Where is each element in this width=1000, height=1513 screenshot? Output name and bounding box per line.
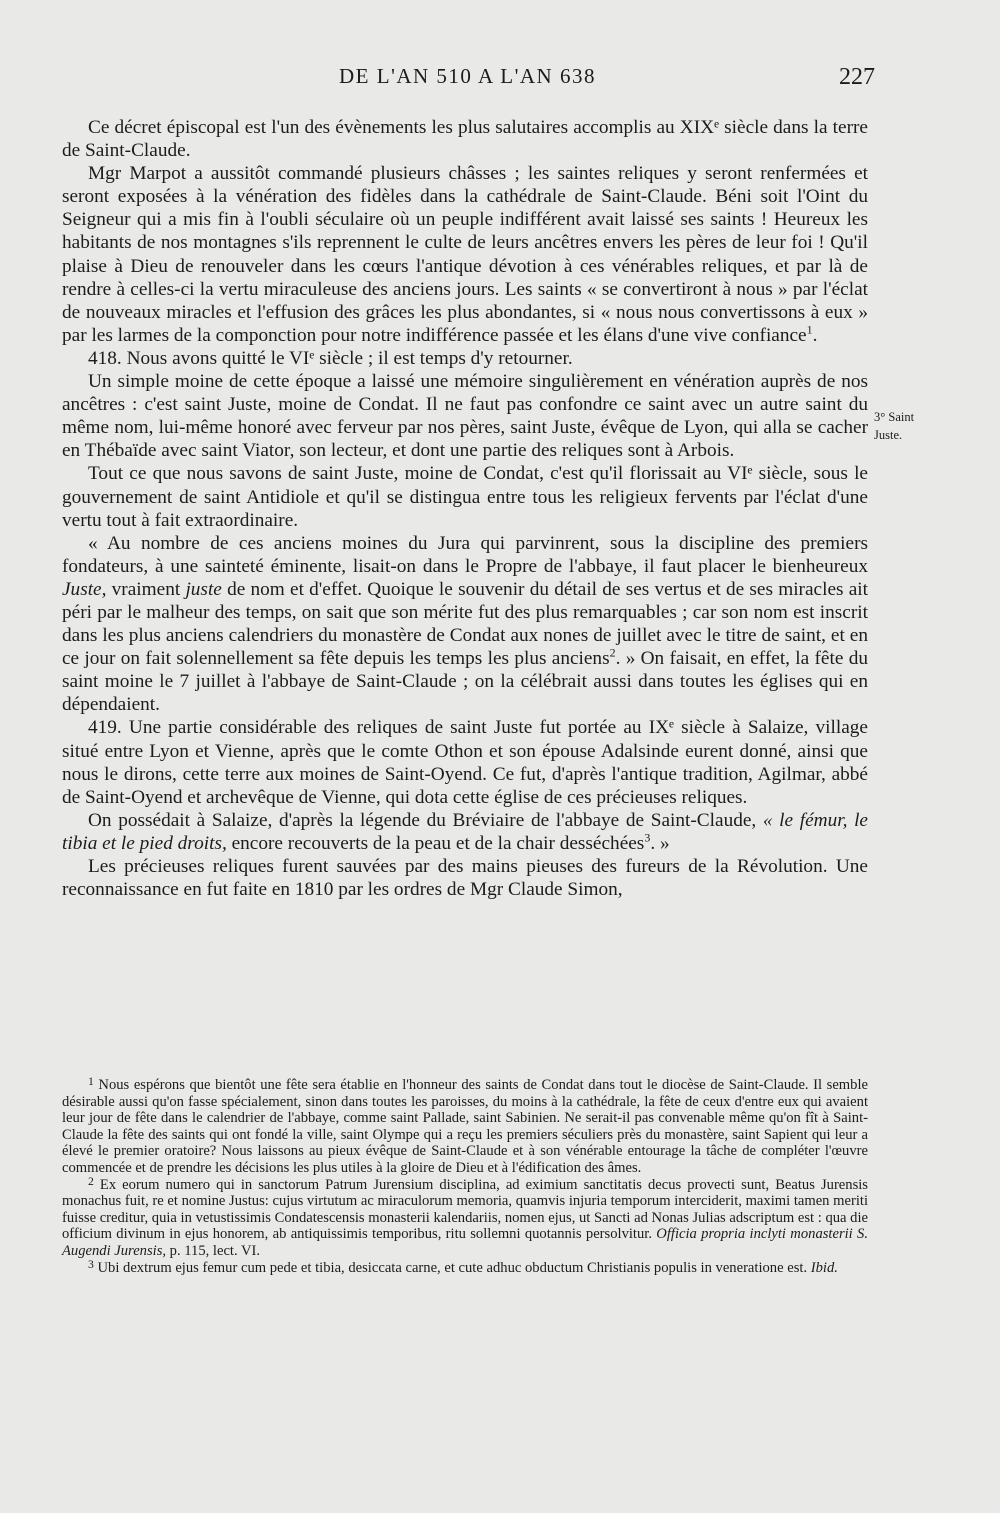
italic-text: Juste, [62,578,107,600]
footnote-text: Ex eorum numero qui in sanctorum Patrum Jurensium disciplina, ad eximium sanctitatis decus provecti sunt, Beatus Jurensis monachus fuit, re et nomine Justus: cujus virtutum ac miraculorum memoria, quamvis injuria temporum interciderit, maximi tamen meriti fuisse creditur, quia in vetustissimis Condatescensis monasterii kalendariis, nomen ejus, ut Sancti ad Nonas Julias adscriptum est : qua die officium divinum in ejus honorem, ab antiquissimis temporibus, ritu sollemni quotannis persolvitur. [62,1176,868,1243]
footnote-text: p. 115, lect. VI. [166,1242,261,1259]
running-title: DE L'AN 510 A L'AN 638 [339,64,596,88]
footnote-text: Ubi dextrum ejus femur cum pede et tibia, desiccata carne, et cute adhuc obductum Christianis populis in veneratione est. [93,1259,811,1276]
footnote-ref: 2 [609,645,616,660]
paragraph-text: Tout ce que nous savons de saint Juste, moine de Condat, c'est qu'il florissait au VIᵉ siècle, sous le gouvernement de saint Antidiole et qu'il se distingua entre tous les religieux fervents par l'éclat d'une vertu tout à fait extraordinaire. [62,463,868,531]
paragraph [62,162,868,347]
paragraph-text: On possédait à Salaize, d'après la légende du Bréviaire de l'abbaye de Saint-Claude, [88,809,763,831]
italic-text: juste [185,578,222,600]
footnote-citation: Officia propria inclyti monasterii S. Augendi Jurensis, [62,1226,868,1259]
paragraph [62,116,868,162]
paragraph-text: vraiment [106,578,186,600]
footnote-number: 3 [88,1257,94,1271]
paragraph-text: Les précieuses reliques furent sauvées par des mains pieuses des fureurs de la Révolution. Une reconnaissance en fut faite en 1810 par les ordres de Mgr Claude Simon, [62,856,868,901]
margin-note [874,408,954,444]
running-head [60,64,875,98]
paragraph [62,809,868,855]
footnote-number: 1 [88,1074,94,1088]
page-number: 227 [839,64,875,90]
footnote-number: 2 [88,1174,94,1188]
footnotes [62,1074,868,1276]
paragraph-text: « Au nombre de ces anciens moines du Jura qui parvinrent, sous la discipline des premiers fondateurs, à une sainteté éminente, lisait-on dans le Propre de l'abbaye, il faut placer le bienheureux [62,532,868,577]
footnote-citation: Ibid. [810,1259,838,1276]
margin-note-line: Juste. [874,428,903,442]
paragraph-text: . [812,324,818,346]
paragraph-text: encore recouverts de la peau et de la chair desséchées [226,832,645,854]
paragraph-text: 419. Une partie considérable des reliques de saint Juste fut portée au IXᵉ siècle à Salaize, village situé entre Lyon et Vienne, après que le comte Othon et son épouse Adalsinde eurent donné, ainsi que nous le dirons, cette terre aux moines de Saint-Oyend. Ce fut, d'après l'antique tradition, Agilmar, abbé de Saint-Oyend et archevêque de Vienne, qui dota cette église de ces précieuses reliques. [62,717,868,808]
paragraph-text: Un simple moine de cette époque a laissé une mémoire singulièrement en vénération auprès de nos ancêtres : c'est saint Juste, moine de Condat. Il ne faut pas confondre ce saint avec un autre saint du même nom, lui-même honoré avec ferveur par nos pères, saint Juste, évêque de Lyon, qui alla se cacher en Thébaïde avec saint Viator, son lecteur, et dont une partie des reliques sont à Arbois. [62,371,868,462]
paragraph-text: Mgr Marpot a aussitôt commandé plusieurs châsses ; les saintes reliques y seront renfermées et seront exposées à la vénération des fidèles dans la cathédrale de Saint-Claude. Béni soit l'Oint du Seigneur qui a mis fin à l'oubli séculaire où un peuple indifférent avait laissé ses saints ! Heureux les habitants de nos montagnes s'ils reprennent le culte de leurs ancêtres envers les pères de leur foi ! Qu'il plaise à Dieu de renouveler dans les cœurs l'antique dévotion à ces vénérables reliques, et par là de rendre à celles-ci la vertu miraculeuse des anciens jours. Les saints « se convertiront à nous » par l'éclat de nouveaux miracles et l'effusion des grâces les plus abondantes, si « nous nous convertissons à eux » par les larmes de la componction pour notre indifférence passée et les élans d'une vive confiance [62,163,868,346]
paragraph-text: . » [650,832,670,854]
footnote-3 [62,1257,868,1277]
paragraph-section-418 [62,347,868,370]
main-text [62,116,868,901]
paragraph [62,532,868,717]
footnote-1 [62,1074,868,1177]
margin-note-line: 3° Saint [874,410,915,424]
paragraph [62,370,868,462]
footnote-2 [62,1174,868,1260]
italic-text: « le fémur, le tibia et le pied droits, [62,809,868,854]
paragraph [62,462,868,531]
footnote-ref: 1 [806,322,813,337]
paragraph-section-419 [62,716,868,808]
paragraph-text: Ce décret épiscopal est l'un des évènements les plus salutaires accomplis au XIXᵉ siècle dans la terre de Saint-Claude. [62,117,868,162]
paragraph-text: . » On faisait, en effet, la fête du saint moine le 7 juillet à l'abbaye de Saint-Claude ; on la célébrait aussi dans toutes les églises qui en dépendaient. [62,648,868,716]
footnote-ref: 3 [644,830,651,845]
paragraph [62,855,868,901]
paragraph-text: de nom et d'effet. Quoique le souvenir du détail de ses vertus et de ses miracles ait péri par le malheur des temps, on sait que son mérite fut des plus remarquables ; car son nom est inscrit dans les plus anciens calendriers du monastère de Condat aux nones de juillet avec le titre de saint, et en ce jour on fait solennellement sa fête depuis les temps les plus anciens [62,578,869,670]
footnote-text: Nous espérons que bientôt une fête sera établie en l'honneur des saints de Condat dans tout le diocèse de Saint-Claude. Il semble désirable aussi qu'on fasse spécialement, sinon dans toutes les paroisses, du moins à la cathédrale, la fête de ceux d'entre eux qui avaient leur jour de fête dans le calendrier de l'abbaye, comme saint Pallade, saint Sabinien. Ne serait-il pas convenable même qu'on fît à Saint-Claude la fête des saints qui ont fondé la ville, saint Olympe qui a reçu les premiers séculiers près du monastère, saint Sapient qui leur a élevé le premier oratoire? Nous laissons au pieux évêque de Saint-Claude et à son vénérable entourage la tâche de compléter l'œuvre commencée et de prendre les décisions les plus utiles à la gloire de Dieu et à l'édification des âmes. [62,1077,868,1176]
paragraph-text: 418. Nous avons quitté le VIᵉ siècle ; il est temps d'y retourner. [88,347,573,369]
